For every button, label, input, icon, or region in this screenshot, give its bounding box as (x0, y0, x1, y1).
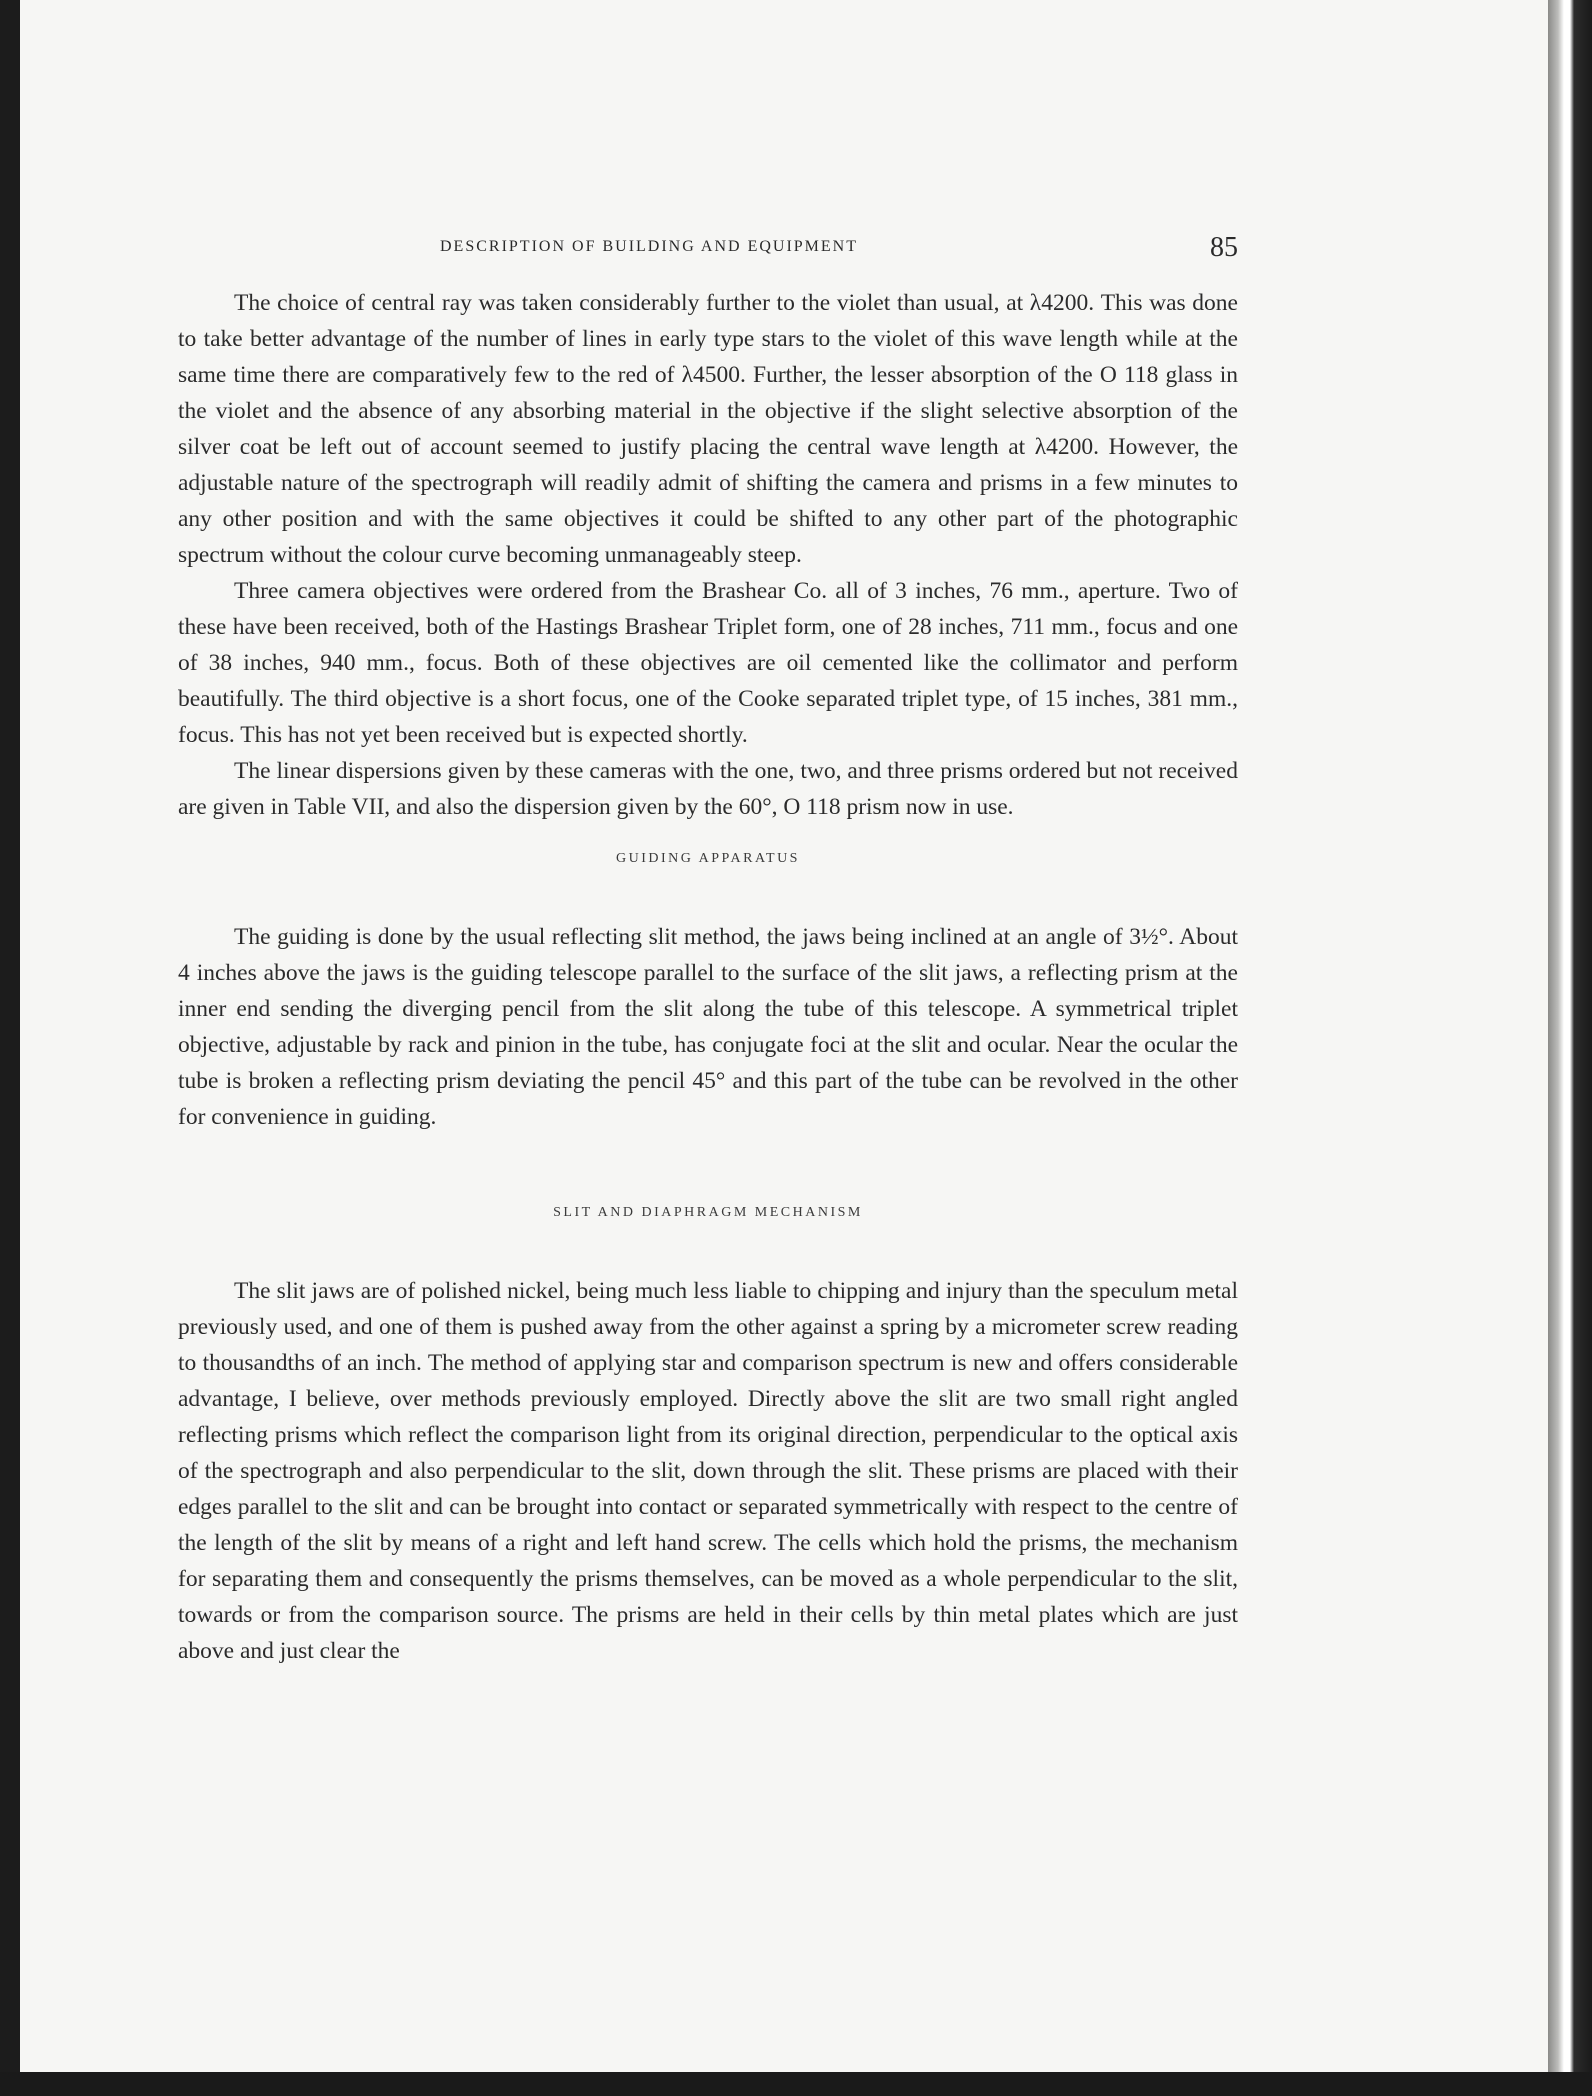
section-heading-slit: SLIT AND DIAPHRAGM MECHANISM (553, 1205, 863, 1220)
paragraph-slit-jaws: The slit jaws are of polished nickel, being much less liable to chipping and injury than the speculum metal previously used, and one of them is pushed away from the other against a spring by a micrometer screw reading to thousandths of an inch. The method of applying star and comparison spectrum is new and offers considerable advantage, I believe, over methods previously employed. Directly above the slit are two small right angled reflecting prisms which reflect the comparison light from its original direction, perpendicular to the optical axis of the spectrograph and also perpendicular to the slit, down through the slit. These prisms are placed with their edges parallel to the slit and can be brought into contact or separated symmetrically with respect to the centre of the length of the slit by means of a right and left hand screw. The cells which hold the prisms, the mechanism for separating them and consequently the prisms themselves, can be moved as a whole perpendicular to the slit, towards or from the comparison source. The prisms are held in their cells by thin metal plates which are just above and just clear the (178, 1278, 1238, 1664)
running-title: DESCRIPTION OF BUILDING AND EQUIPMENT (440, 238, 858, 255)
page-number: 85 (1210, 232, 1238, 263)
paragraph-camera-objectives: Three camera objectives were ordered from the Brashear Co. all of 3 inches, 76 mm., aperture. Two of these have been received, both of the Hastings Brashear Triplet form, one of 28 inches, 711 mm., focus and one of 38 inches, 940 mm., focus. Both of these objectives are oil cemented like the collimator and perform beautifully. The third objective is a short focus, one of the Cooke separated triplet type, of 15 inches, 381 mm., focus. This has not yet been received but is expected shortly. (178, 578, 1238, 748)
page-edge-shadow (1548, 0, 1592, 2096)
page-header (178, 232, 1238, 272)
paragraph-linear-dispersions: The linear dispersions given by these cameras with the one, two, and three prisms ordered but not received are given in Table VII, and also the dispersion given by the 60°, O 118 prism now in use. (178, 758, 1238, 820)
paragraph-guiding: The guiding is done by the usual reflecting slit method, the jaws being inclined at an angle of 3½°. About 4 inches above the jaws is the guiding telescope parallel to the surface of the slit jaws, a reflecting prism at the inner end sending the diverging pencil from the slit along the tube of this telescope. A symmetrical triplet objective, adjustable by rack and pinion in the tube, has conjugate foci at the slit and ocular. Near the ocular the tube is broken a reflecting prism deviating the pencil 45° and this part of the tube can be revolved in the other for convenience in guiding. (178, 924, 1238, 1130)
scan-bottom-border (0, 2072, 1592, 2096)
paragraph-central-ray: The choice of central ray was taken considerably further to the violet than usual, at λ4200. This was done to take better advantage of the number of lines in early type stars to the violet of this wave length while at the same time there are comparatively few to the red of λ4500. Further, the lesser absorption of the O 118 glass in the violet and the absence of any absorbing material in the objective if the slight selective absorption of the silver coat be left out of account seemed to justify placing the central wave length at λ4200. However, the adjustable nature of the spectrograph will readily admit of shifting the camera and prisms in a few minutes to any other position and with the same objectives it could be shifted to any other part of the photographic spectrum without the colour curve becoming unmanageably steep. (178, 290, 1238, 568)
page-body (178, 285, 1238, 1669)
section-heading-guiding: GUIDING APPARATUS (616, 851, 800, 866)
